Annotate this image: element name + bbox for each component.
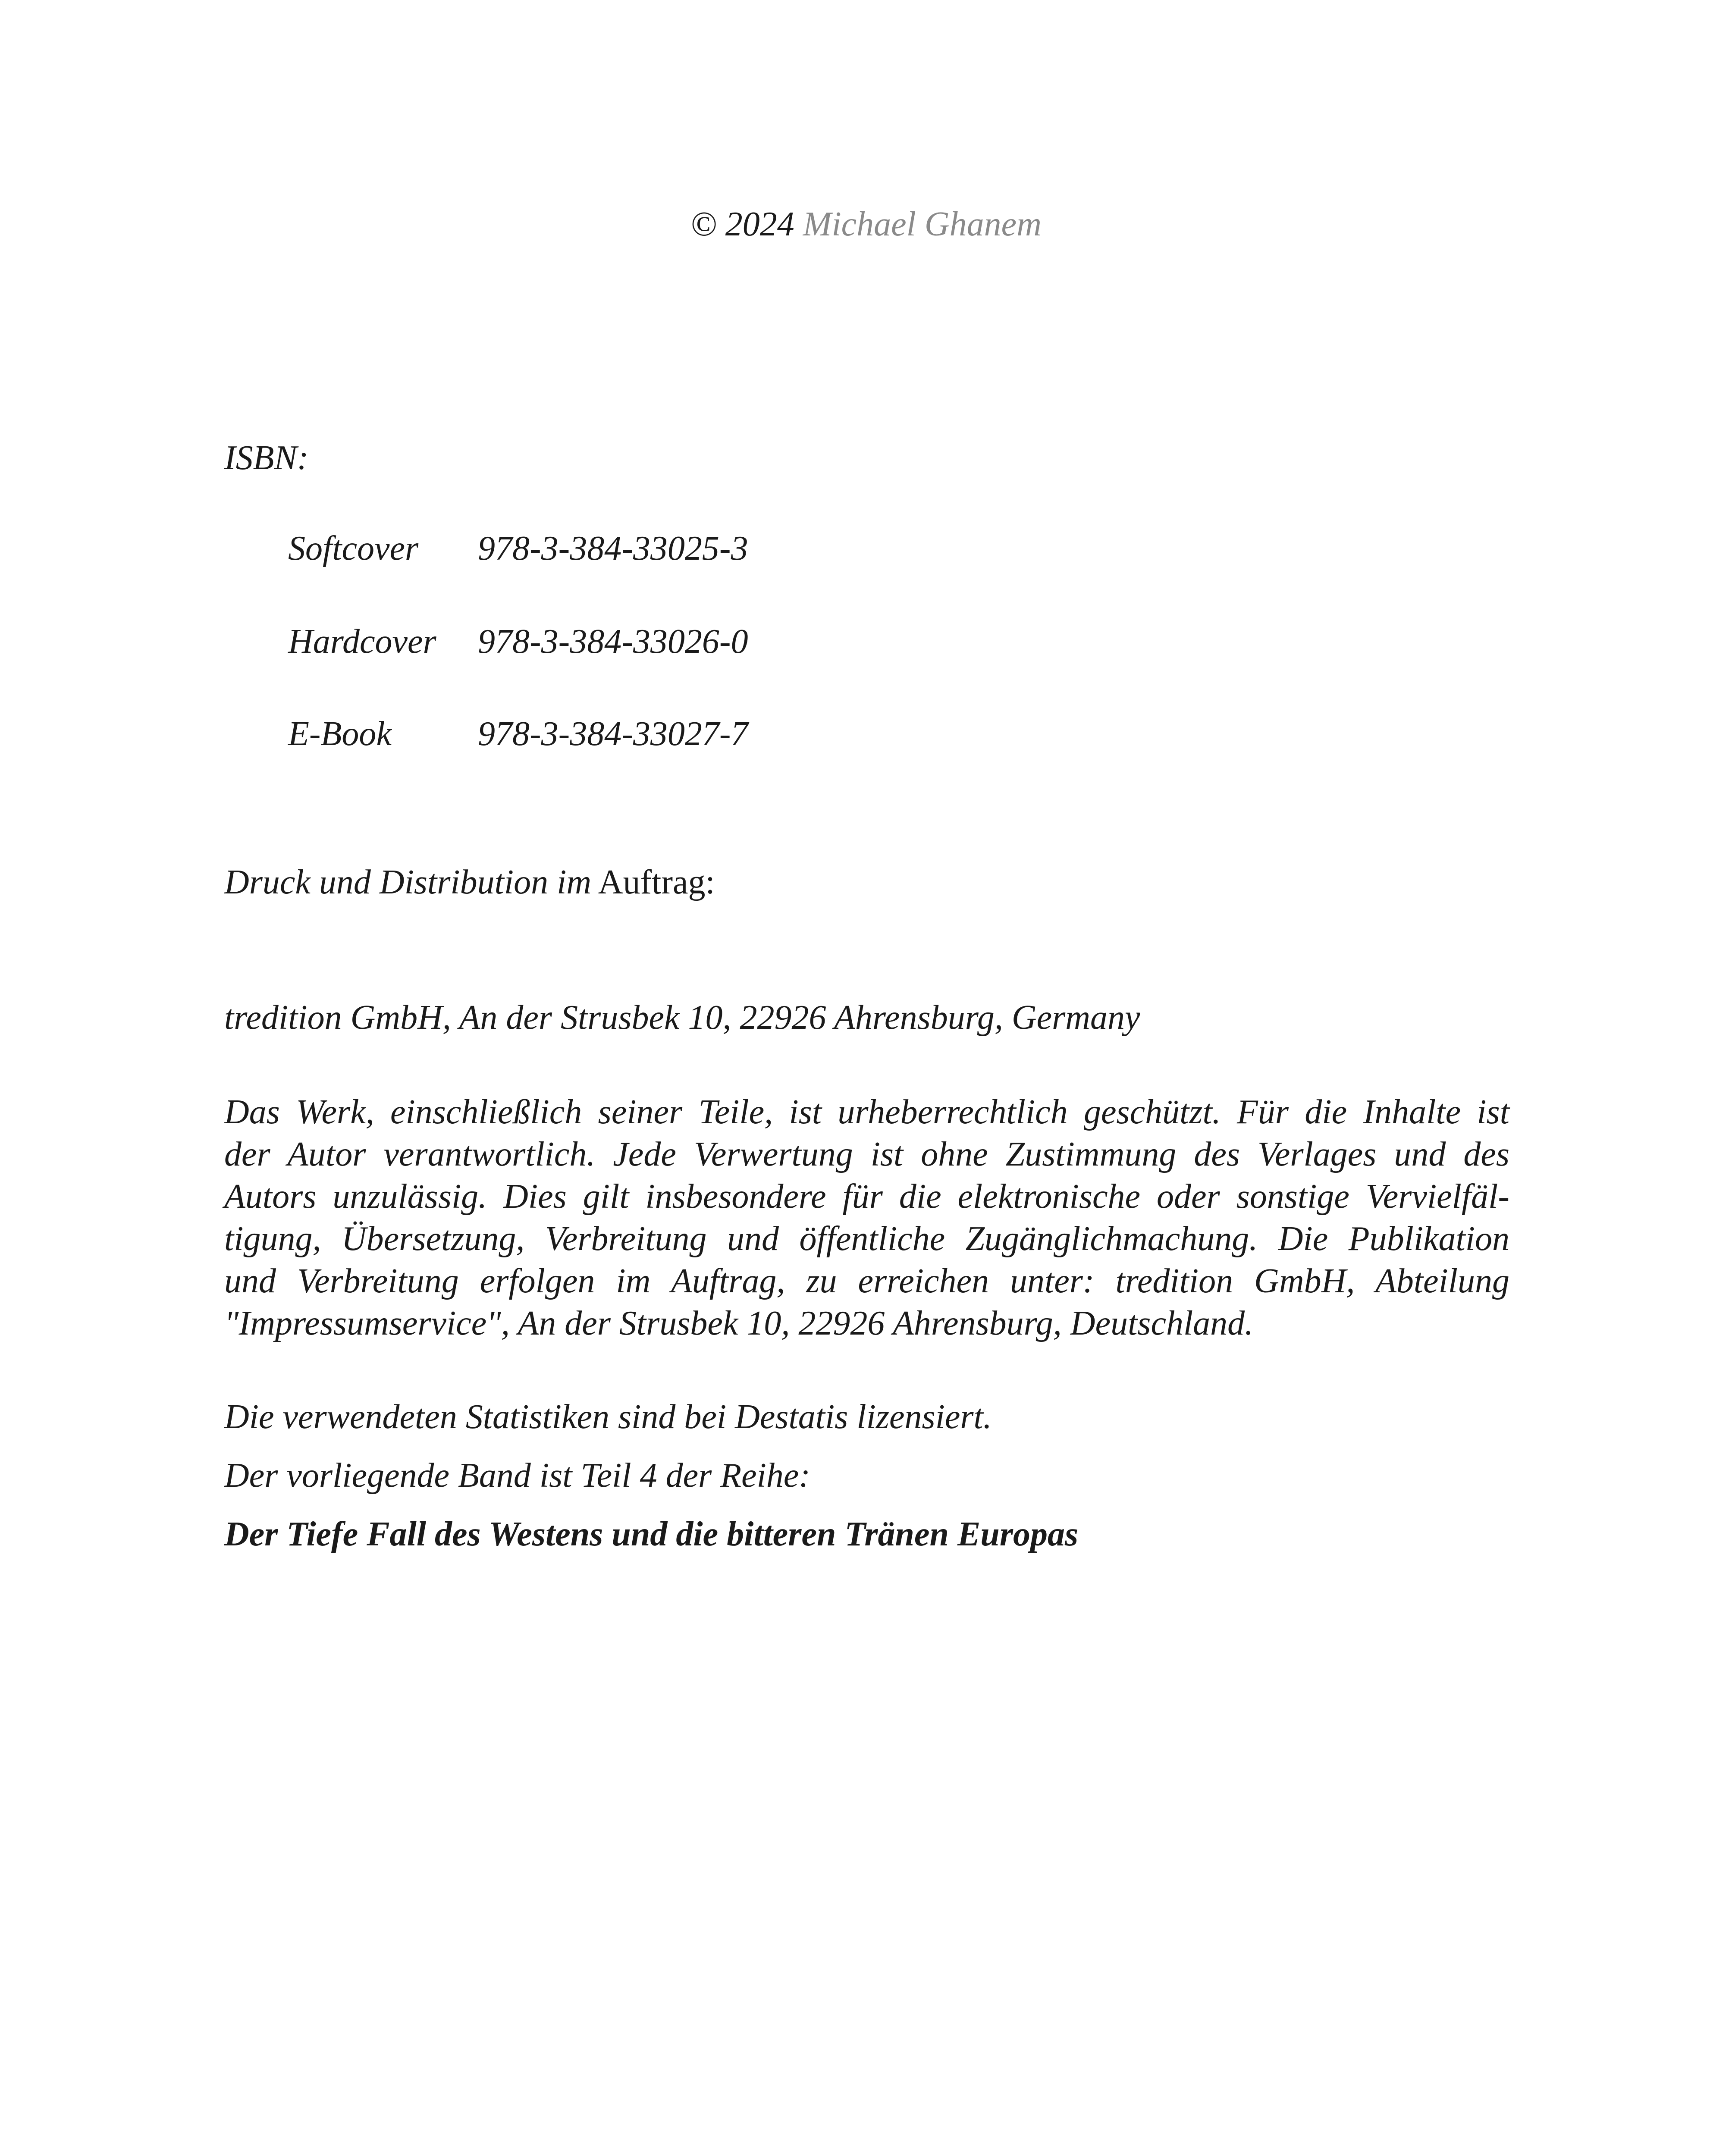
- legal-line: und Verbreitung erfolgen im Auftrag, zu erreichen unter: tredition GmbH, Abteilung: [224, 1262, 1509, 1300]
- publisher-address: tredition GmbH, An der Strusbek 10, 22926 Ahrensburg, Germany: [224, 999, 1140, 1037]
- isbn-number: 978-3-384-33025-3: [478, 530, 748, 567]
- legal-line: "Impressumservice", An der Strusbek 10, 22926 Ahrensburg, Deutschland.: [224, 1304, 1254, 1342]
- isbn-number: 978-3-384-33026-0: [478, 623, 748, 661]
- isbn-row-hardcover: [288, 620, 748, 663]
- legal-line: tigung, Übersetzung, Verbreitung und öffentliche Zugänglichmachung. Die Publikation: [224, 1220, 1509, 1258]
- isbn-label: ISBN:: [224, 439, 309, 477]
- isbn-format: Softcover: [288, 530, 419, 567]
- series-intro: Der vorliegende Band ist Teil 4 der Reihe:: [224, 1457, 810, 1495]
- legal-line: Das Werk, einschließlich seiner Teile, ist urheberrechtlich geschützt. Für die Inhalte ist: [224, 1093, 1509, 1131]
- copyright-line: [0, 203, 1732, 246]
- distribution-regular: Auftrag:: [598, 863, 715, 901]
- legal-line: der Autor verantwortlich. Jede Verwertung ist ohne Zustimmung des Verlages und des: [224, 1135, 1509, 1173]
- copyright-prefix: © 2024: [690, 205, 794, 243]
- distribution-line: [224, 861, 715, 904]
- isbn-number: 978-3-384-33027-7: [478, 715, 748, 753]
- statistics-note: Die verwendeten Statistiken sind bei Destatis lizensiert.: [224, 1398, 992, 1436]
- legal-line: Autors unzulässig. Dies gilt insbesondere für die elektronische oder sonstige Vervielfäl-: [224, 1178, 1509, 1216]
- isbn-format: E-Book: [288, 715, 392, 753]
- isbn-row-ebook: [288, 712, 748, 755]
- isbn-format: Hardcover: [288, 623, 436, 661]
- isbn-row-softcover: [288, 527, 748, 570]
- series-title: Der Tiefe Fall des Westens und die bitteren Tränen Europas: [224, 1515, 1079, 1553]
- distribution-italic: Druck und Distribution im: [224, 863, 592, 901]
- copyright-author: Michael Ghanem: [803, 205, 1042, 243]
- legal-notice: [224, 1091, 1509, 1344]
